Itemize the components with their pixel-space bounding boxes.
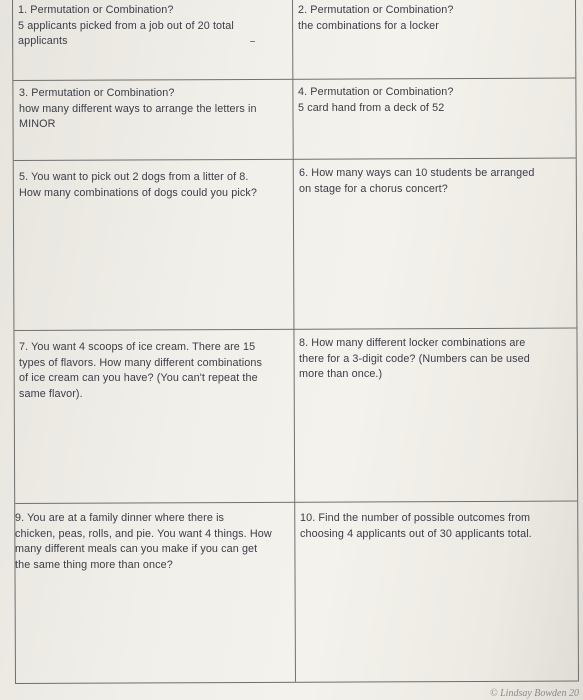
problem-10-line-1: 10. Find the number of possible outcomes from — [300, 512, 531, 524]
problem-5-line-1: 5. You want to pick out 2 dogs from a litter of 8. — [19, 171, 249, 183]
copyright-footer: © Lindsay Bowden 20 — [490, 688, 579, 699]
problem-3 — [19, 86, 257, 133]
problem-8-line-3: more than once.) — [299, 368, 383, 380]
problem-1-line-2: 5 applicants picked from a job out of 20 total — [18, 19, 234, 32]
problem-9-line-3: many different meals can you make if you can get — [15, 543, 258, 555]
problem-2-line-1: 2. Permutation or Combination? — [298, 4, 454, 16]
problem-7-line-3: of ice cream can you have? (You can't repeat the — [19, 372, 258, 384]
problem-7-line-1: 7. You want 4 scoops of ice cream. There are 15 — [19, 341, 256, 353]
problem-1-line-1: 1. Permutation or Combination? — [18, 4, 174, 16]
problem-1 — [18, 3, 234, 50]
row-divider — [14, 328, 576, 331]
problem-7-line-2: types of flavors. How many different combinations — [19, 356, 262, 369]
problem-4-line-2: 5 card hand from a deck of 52 — [298, 101, 445, 114]
problem-7-line-4: same flavor). — [19, 387, 83, 400]
problem-9 — [15, 511, 272, 573]
problem-6-line-2: on stage for a chorus concert? — [299, 182, 448, 195]
problem-9-line-1: 9. You are at a family dinner where there is — [15, 512, 225, 524]
problem-6 — [299, 166, 534, 197]
problem-2-line-2: the combinations for a locker — [298, 19, 439, 32]
problem-2 — [298, 3, 453, 34]
stray-pen-mark — [250, 41, 255, 42]
problem-3-line-3: MINOR — [19, 118, 56, 130]
problem-10 — [300, 511, 532, 542]
problem-4-line-1: 4. Permutation or Combination? — [298, 86, 454, 98]
row-divider — [14, 158, 576, 161]
problem-8-line-1: 8. How many different locker combinations are — [299, 337, 526, 349]
problem-8 — [299, 336, 530, 383]
problem-9-line-2: chicken, peas, rolls, and pie. You want 4 things. How — [15, 527, 272, 540]
column-divider — [292, 0, 296, 682]
problem-6-line-1: 6. How many ways can 10 students be arranged — [299, 167, 535, 179]
problem-9-line-4: the same thing more than once? — [15, 558, 173, 571]
problem-4 — [298, 85, 453, 116]
row-divider — [13, 78, 575, 81]
problem-1-line-3: applicants — [18, 35, 68, 47]
problem-3-line-1: 3. Permutation or Combination? — [19, 87, 175, 99]
row-divider — [15, 501, 577, 504]
problem-3-line-2: how many different ways to arrange the letters in — [19, 102, 257, 115]
problem-5-line-2: How many combinations of dogs could you pick? — [19, 186, 257, 199]
problem-7 — [19, 340, 262, 402]
problem-8-line-2: there for a 3-digit code? (Numbers can be used — [299, 352, 530, 365]
problem-10-line-2: choosing 4 applicants out of 30 applicants total. — [300, 527, 532, 540]
problem-5 — [19, 170, 257, 201]
